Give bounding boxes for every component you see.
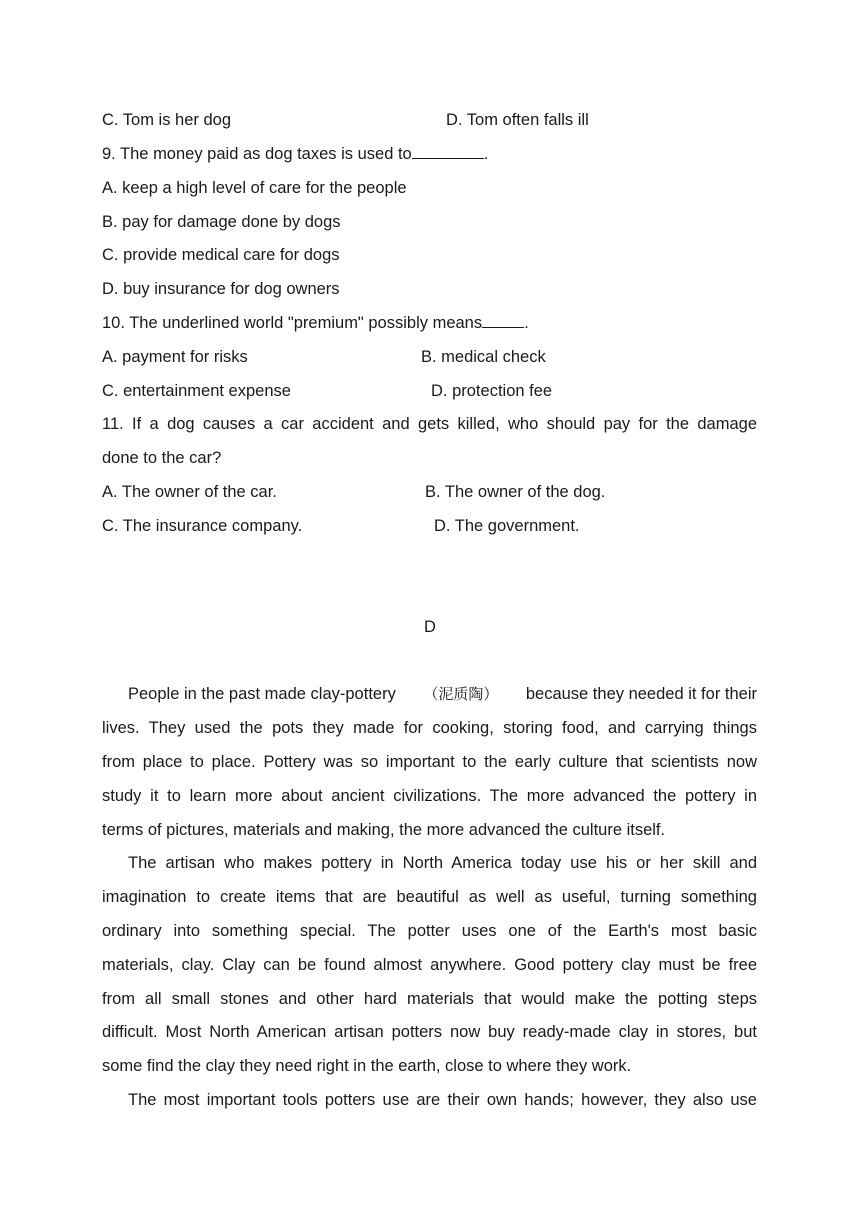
q9-option-a: A. keep a high level of care for the people	[102, 179, 407, 197]
q11-option-a: A. The owner of the car.	[102, 483, 277, 501]
passage-p1-line-1	[128, 684, 757, 704]
passage-p2-line-1: The artisan who makes pottery in North America today use his or her skill and	[128, 854, 757, 872]
q11-option-c: C. The insurance company.	[102, 517, 303, 535]
passage-p1-line-2: lives. They used the pots they made for cooking, storing food, and carrying things	[102, 719, 757, 737]
passage-p2-line-4: materials, clay. Clay can be found almost anywhere. Good pottery clay must be free	[102, 956, 757, 974]
q10-stem-end: .	[524, 314, 529, 332]
section-heading: D	[424, 618, 436, 636]
q10-option-b: B. medical check	[421, 348, 546, 366]
q10-option-a: A. payment for risks	[102, 348, 248, 366]
passage-p2-line-2: imagination to create items that are beautiful as well as useful, turning something	[102, 888, 757, 906]
passage-p1-line-5: terms of pictures, materials and making, the more advanced the culture itself.	[102, 821, 666, 839]
q10-answer-blank	[482, 313, 524, 328]
q9-option-c: C. provide medical care for dogs	[102, 246, 340, 264]
q8-option-c: C. Tom is her dog	[102, 111, 232, 129]
q10-option-d: D. protection fee	[431, 382, 553, 400]
q9-option-d: D. buy insurance for dog owners	[102, 280, 340, 298]
passage-p3-line-1: The most important tools potters use are their own hands; however, they also use	[128, 1091, 757, 1109]
q9-stem-end: .	[483, 145, 489, 163]
q9-stem	[102, 144, 488, 164]
q9-option-b: B. pay for damage done by dogs	[102, 213, 341, 231]
q11-option-d: D. The government.	[434, 517, 580, 535]
q9-stem-text: 9. The money paid as dog taxes is used to	[102, 145, 412, 163]
q10-option-c: C. entertainment expense	[102, 382, 291, 400]
q10-stem-text: 10. The underlined world "premium" possibly means	[102, 314, 483, 332]
passage-p2-line-5: from all small stones and other hard materials that would make the potting steps	[102, 990, 757, 1008]
passage-p1-line-4: study it to learn more about ancient civilizations. The more advanced the pottery in	[102, 787, 757, 805]
q11-stem-line-1: 11. If a dog causes a car accident and gets killed, who should pay for the damage	[102, 415, 757, 433]
p1-line1-b: because they needed it for their	[525, 685, 757, 703]
p1-line1-a: People in the past made clay-pottery	[128, 685, 396, 703]
q11-option-b: B. The owner of the dog.	[425, 483, 606, 501]
passage-p2-line-7: some find the clay they need right in the earth, close to where they work.	[102, 1057, 632, 1075]
q10-stem	[102, 313, 529, 333]
q11-stem-line-2: done to the car?	[102, 449, 222, 467]
passage-p1-line-3: from place to place. Pottery was so important to the early culture that scientists now	[102, 753, 757, 771]
q9-answer-blank	[412, 144, 484, 159]
p1-line1-chinese: （泥质陶）	[423, 685, 499, 703]
passage-p2-line-3: ordinary into something special. The potter uses one of the Earth's most basic	[102, 922, 757, 940]
q8-option-d: D. Tom often falls ill	[446, 111, 589, 129]
passage-p2-line-6: difficult. Most North American artisan potters now buy ready-made clay in stores, but	[102, 1023, 757, 1041]
